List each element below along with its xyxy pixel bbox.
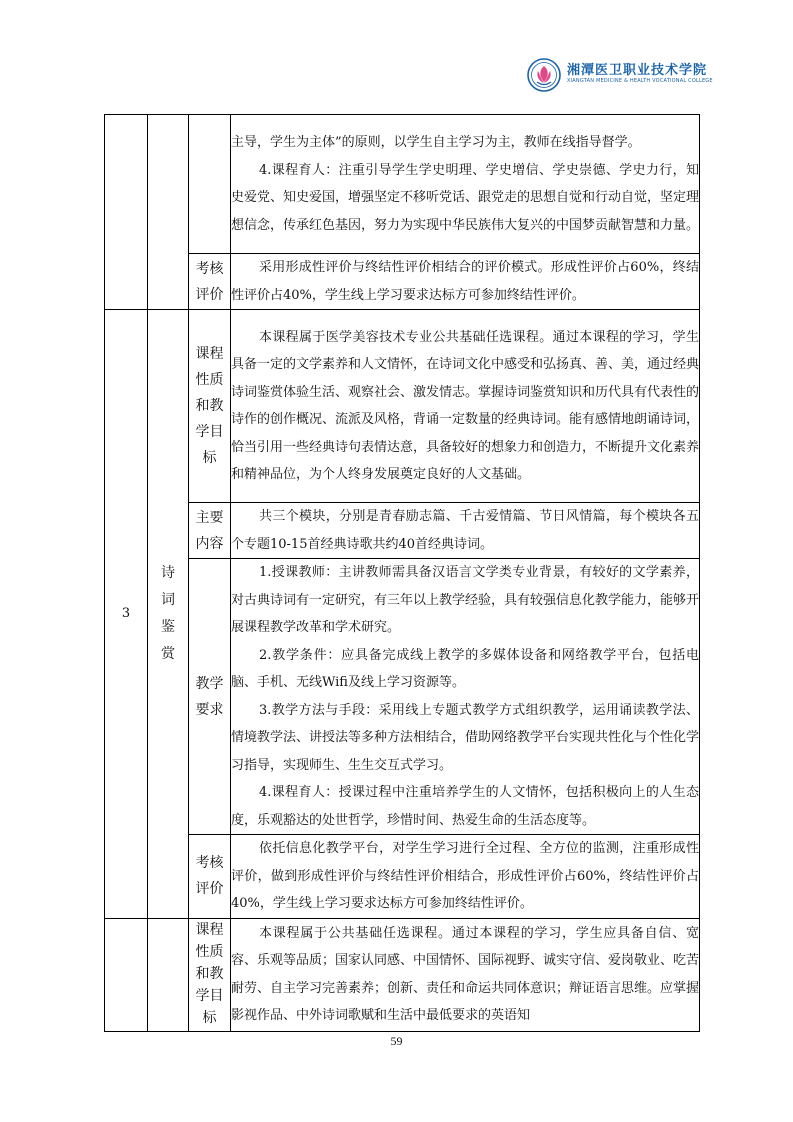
table-row: [105, 310, 700, 503]
row-content-cell: [231, 115, 700, 254]
content-paragraph: 主导，学生为主体”的原则，以学生自主学习为主，教师在线指导督学。: [231, 135, 641, 150]
school-name-cn: 湘潭医卫职业技术学院: [567, 63, 708, 78]
table-row: [105, 115, 700, 254]
curriculum-table: [104, 114, 700, 1032]
content-paragraph: 依托信息化教学平台，对学生学习进行全过程、全方位的监测，注重形成性评价，做到形成性评价与终结性评价相结合，形成性评价占60%，终结性评价占40%，学生线上学习要求达标方可参加终结性评价。: [231, 841, 699, 911]
content-paragraph: 本课程属于公共基础任选课程。通过本课程的学习，学生应具备自信、宽容、乐观等品质；国家认同感、中国情怀、国际视野、诚实守信、爱岗敬业、吃苦耐劳、自主学习完善素养；创新、责任和命运共同体意识；辩证语言思维。应掌握影视作品、中外诗词歌赋和生活中最低要求的英语知: [231, 925, 700, 1023]
content-paragraph: 4.课程育人：授课过程中注重培养学生的人文情怀，包括积极向上的人生态度，乐观豁达的处世哲学，珍惜时间、热爱生命的生活态度等。: [231, 785, 699, 828]
table-row: [105, 835, 700, 919]
row-label: 课程性质和教学目标: [195, 921, 224, 1026]
course-name-cell: [148, 310, 189, 919]
table-row: [105, 503, 700, 559]
row-label: 主要内容: [195, 509, 224, 552]
content-paragraph: 共三个模块，分别是青春励志篇、千古爱情篇、节日风情篇，每个模块各五个专题10-15首经典诗歌共约40首经典诗词。: [231, 509, 699, 552]
row-content-cell: [231, 559, 700, 835]
college-logo: [527, 56, 713, 94]
course-name-cell: [148, 115, 189, 310]
page-number: 59: [390, 1034, 403, 1048]
row-label-cell: [189, 918, 231, 1031]
content-paragraph: 4.课程育人：注重引导学生学史明理、学史增信、学史崇德、学史力行，知史爱党、知史爱国，增强坚定不移听党话、跟党走的思想自觉和行动自觉，坚定理想信念，传承红色基因，努力为实现中华民族伟大复兴的中国梦贡献智慧和力量。: [231, 162, 700, 233]
row-content-cell: [231, 918, 700, 1031]
school-name-en: XIANGTAN MEDICINE & HEALTH VOCATIONAL COLLEGE: [567, 78, 713, 84]
content-paragraph: 采用形成性评价与终结性评价相结合的评价模式。形成性评价占60%，终结性评价占40%，学生线上学习要求达标方可参加终结性评价。: [231, 260, 699, 303]
content-paragraph: 本课程属于医学美容技术专业公共基础任选课程。通过本课程的学习，学生具备一定的文学素养和人文情怀，在诗词文化中感受和弘扬真、善、美，通过经典诗词鉴赏体验生活、观察社会、激发情志。掌握诗词鉴赏知识和历代具有代表性的诗作的创作概况、流派及风格，背诵一定数量的经典诗词。能有感情地朗诵诗词，恰当引用一些经典诗句表情达意，具备较好的想象力和创造力，不断提升文化素养和精神品位，为个人终身发展奠定良好的人文基础。: [231, 329, 700, 482]
content-paragraph: 3.教学方法与手段：采用线上专题式教学方式组织教学，运用诵读教学法、情境教学法、讲授法等多种方法相结合，借助网络教学平台实现共性化与个性化学习指导，实现师生、生生交互式学习。: [231, 702, 700, 773]
row-label: 教学要求: [195, 675, 224, 718]
course-number-cell: [105, 115, 148, 310]
content-paragraph: 1.授课教师：主讲教师需具备汉语言文学类专业背景，有较好的文学素养，对古典诗词有一定研究，有三年以上教学经验，具有较强信息化教学能力，能够开展课程教学改革和学术研究。: [231, 565, 700, 635]
table-row: [105, 254, 700, 310]
course-name-cell: [148, 918, 189, 1031]
row-label: 课程性质和教学目标: [195, 346, 224, 466]
row-label-cell: [189, 115, 231, 254]
row-label-cell: [189, 254, 231, 310]
course-name: 诗词鉴赏: [161, 564, 175, 662]
row-content-cell: [231, 310, 700, 503]
course-number-cell: [105, 310, 148, 919]
row-content-cell: [231, 835, 700, 919]
row-label-cell: [189, 310, 231, 503]
row-label-cell: [189, 503, 231, 559]
course-number: 3: [121, 606, 131, 622]
content-paragraph: 2.教学条件：应具备完成线上教学的多媒体设备和网络教学平台，包括电脑、手机、无线Wifi及线上学习资源等。: [231, 647, 699, 690]
table-row: [105, 918, 700, 1031]
row-label: 考核评价: [195, 260, 224, 303]
course-number-cell: [105, 918, 148, 1031]
college-emblem-icon: [527, 58, 561, 92]
row-content-cell: [231, 254, 700, 310]
row-content-cell: [231, 503, 700, 559]
row-label-cell: [189, 559, 231, 835]
row-label-cell: [189, 835, 231, 919]
table-row: [105, 559, 700, 835]
row-label: 考核评价: [195, 855, 224, 898]
